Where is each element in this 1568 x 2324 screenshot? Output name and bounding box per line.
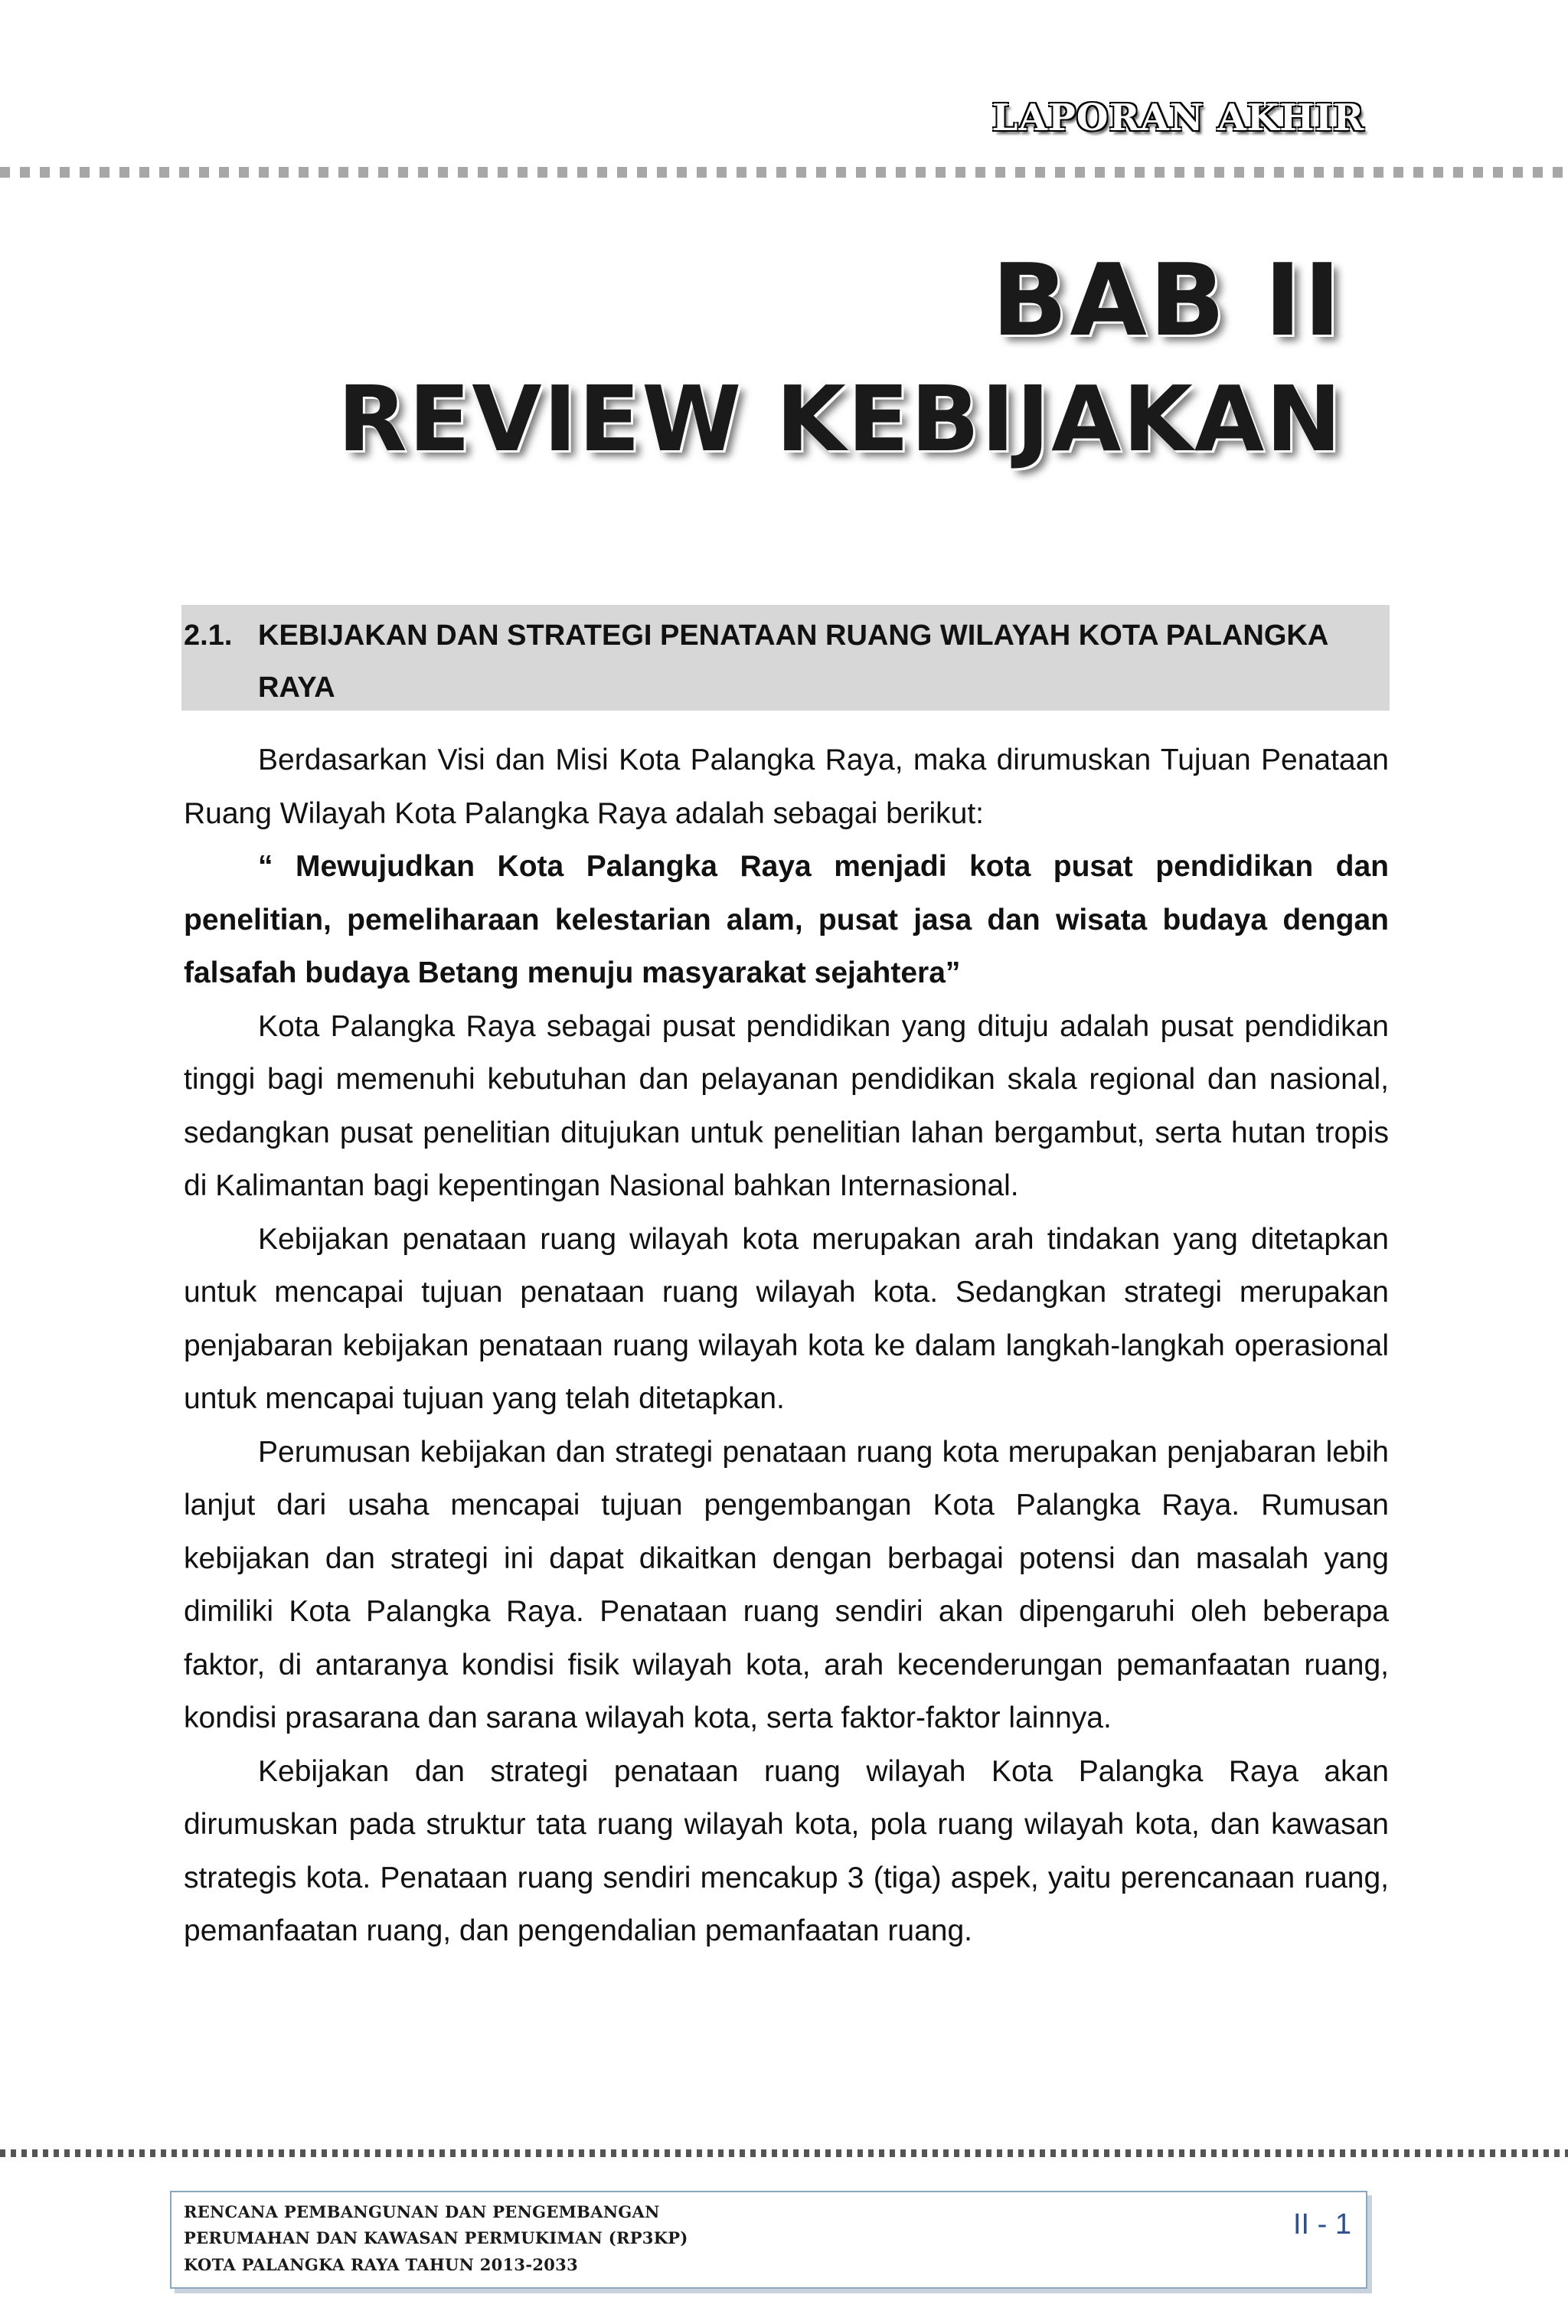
section-number: 2.1. [184, 619, 233, 652]
body-text [184, 734, 1389, 1958]
bottom-dotted-divider [0, 2149, 1568, 2157]
chapter-number: BAB II [991, 242, 1343, 358]
footer-line-1: RENCANA PEMBANGUNAN DAN PENGEMBANGAN [184, 2202, 660, 2221]
report-label: LAPORAN AKHIR [991, 96, 1364, 139]
paragraph: Kebijakan penataan ruang wilayah kota merupakan arah tindakan yang ditetapkan untuk mencapai tujuan penataan ruang wilayah kota. Sedangkan strategi merupakan penjabaran kebijakan penataan ruang wilayah kota ke dalam langkah-langkah operasional untuk mencapai tujuan yang telah ditetapkan. [184, 1222, 1389, 1415]
goal-statement: “ Mewujudkan Kota Palangka Raya menjadi kota pusat pendidikan dan penelitian, pemeliharaan kelestarian alam, pusat jasa dan wisata budaya dengan falsafah budaya Betang menuju masyarakat sejahtera” [184, 850, 1389, 989]
paragraph: Berdasarkan Visi dan Misi Kota Palangka Raya, maka dirumuskan Tujuan Penataan Ruang Wilayah Kota Palangka Raya adalah sebagai berikut: [184, 744, 1389, 830]
section-title: KEBIJAKAN DAN STRATEGI PENATAAN RUANG WILAYAH KOTA PALANGKA RAYA [258, 619, 1328, 704]
page-number: II - 1 [1292, 2208, 1351, 2241]
paragraph: Perumusan kebijakan dan strategi penataan ruang kota merupakan penjabaran lebih lanjut dari usaha mencapai tujuan pengembangan Kota Palangka Raya. Rumusan kebijakan dan strategi ini dapat dikaitkan dengan berbagai potensi dan masalah yang dimiliki Kota Palangka Raya. Penataan ruang sendiri akan dipengaruhi oleh beberapa faktor, di antaranya kondisi fisik wilayah kota, arah kecenderungan pemanfaatan ruang, kondisi prasarana dan sarana wilayah kota, serta faktor-faktor lainnya. [184, 1435, 1389, 1734]
paragraph: Kota Palangka Raya sebagai pusat pendidikan yang dituju adalah pusat pendidikan tinggi bagi memenuhi kebutuhan dan pelayanan pendidikan skala regional dan nasional, sedangkan pusat penelitian ditujukan untuk penelitian lahan bergambut, serta hutan tropis di Kalimantan bagi kepentingan Nasional bahkan Internasional. [184, 1009, 1389, 1202]
paragraph: Kebijakan dan strategi penataan ruang wilayah Kota Palangka Raya akan dirumuskan pada struktur tata ruang wilayah kota, pola ruang wilayah kota, dan kawasan strategis kota. Penataan ruang sendiri mencakup 3 (tiga) aspek, yaitu perencanaan ruang, pemanfaatan ruang, dan pengendalian pemanfaatan ruang. [184, 1754, 1389, 1947]
footer-line-3: KOTA PALANGKA RAYA TAHUN 2013-2033 [184, 2255, 579, 2274]
chapter-title: REVIEW KEBIJAKAN [337, 366, 1343, 472]
top-dotted-divider [0, 167, 1568, 178]
footer-line-2: PERUMAHAN DAN KAWASAN PERMUKIMAN (RP3KP) [184, 2228, 688, 2247]
